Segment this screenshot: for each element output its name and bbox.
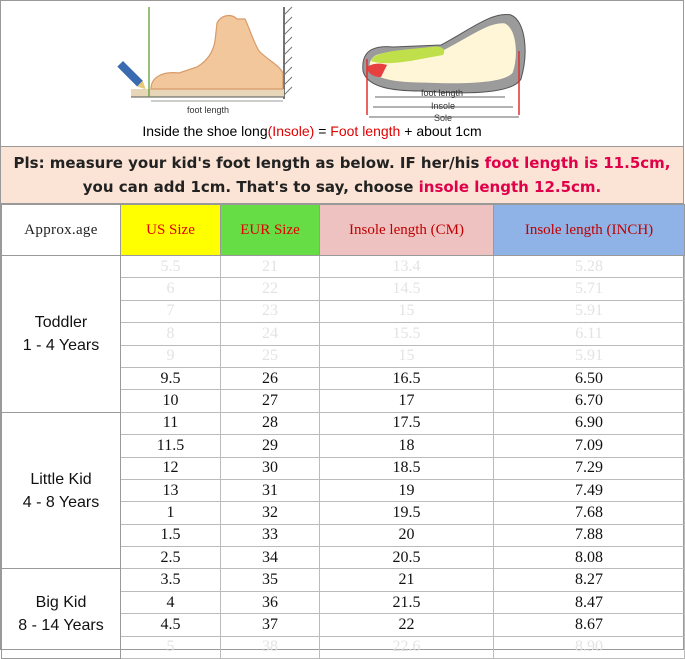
eur-size-cell: 22 (221, 278, 320, 300)
caption-rest: + about 1cm (400, 123, 482, 139)
insole-inch-cell: 5.91 (494, 345, 685, 367)
caption-insole: (Insole) (267, 123, 315, 139)
age-group-range: 1 - 4 Years (22, 336, 100, 354)
us-size-cell: 8 (121, 323, 221, 345)
header-insole-inch: Insole length (INCH) (494, 205, 685, 256)
notice-line-1 (1, 151, 683, 175)
eur-size-cell: 29 (221, 435, 320, 457)
insole-cm-cell: 20.5 (320, 547, 494, 569)
notice-line-1-highlight: foot length is 11.5cm, (484, 154, 671, 172)
eur-size-cell: 24 (221, 323, 320, 345)
foot-length-label-left: foot length (187, 105, 230, 115)
caption-equals: = (314, 123, 331, 139)
age-group-cell (2, 256, 121, 413)
age-group-cell (2, 412, 121, 569)
insole-cm-cell: 18 (320, 435, 494, 457)
insole-cm-cell: 14.5 (320, 278, 494, 300)
us-size-cell: 5.5 (121, 256, 221, 278)
foot-diagram-svg (1, 1, 683, 123)
insole-inch-cell: 7.88 (494, 524, 685, 546)
eur-size-cell: 38 (221, 636, 320, 658)
insole-inch-cell: 5.91 (494, 300, 685, 322)
notice-line-2 (1, 175, 683, 199)
notice-line-2-text: you can add 1cm. That's to say, choose (82, 178, 419, 196)
insole-cm-cell: 15 (320, 300, 494, 322)
us-size-cell: 1.5 (121, 524, 221, 546)
age-group-name: Little Kid (30, 470, 92, 488)
insole-inch-cell: 7.49 (494, 479, 685, 501)
measurement-notice (1, 146, 683, 204)
us-size-cell: 1 (121, 502, 221, 524)
insole-cm-cell: 22 (320, 614, 494, 636)
insole-cm-cell: 19.5 (320, 502, 494, 524)
table-row (2, 256, 685, 278)
us-size-cell: 5 (121, 636, 221, 658)
us-size-cell: 7 (121, 300, 221, 322)
header-us-size: US Size (121, 205, 221, 256)
us-size-cell: 12 (121, 457, 221, 479)
header-age: Approx.age (2, 205, 121, 256)
insole-inch-cell: 6.50 (494, 367, 685, 389)
us-size-cell: 11.5 (121, 435, 221, 457)
age-group-range: 4 - 8 Years (22, 493, 100, 511)
insole-cm-cell: 21 (320, 569, 494, 591)
insole-inch-cell: 6.90 (494, 412, 685, 434)
age-group-cell (2, 569, 121, 659)
us-size-cell: 6 (121, 278, 221, 300)
us-size-cell: 2.5 (121, 547, 221, 569)
eur-size-cell: 27 (221, 390, 320, 412)
insole-cm-cell: 17 (320, 390, 494, 412)
us-size-cell: 3.5 (121, 569, 221, 591)
table-header-row (2, 205, 685, 256)
eur-size-cell: 33 (221, 524, 320, 546)
us-size-cell: 9.5 (121, 367, 221, 389)
insole-inch-cell: 6.11 (494, 323, 685, 345)
eur-size-cell: 37 (221, 614, 320, 636)
table-row (2, 412, 685, 434)
insole-inch-cell: 5.71 (494, 278, 685, 300)
eur-size-cell: 28 (221, 412, 320, 434)
caption-text: Inside the shoe long (142, 123, 268, 139)
size-table (1, 204, 685, 659)
foot-length-label-right: foot length (421, 88, 464, 98)
eur-size-cell: 36 (221, 591, 320, 613)
header-eur-size: EUR Size (221, 205, 320, 256)
eur-size-cell: 35 (221, 569, 320, 591)
us-size-cell: 4 (121, 591, 221, 613)
insole-cm-cell: 17.5 (320, 412, 494, 434)
eur-size-cell: 26 (221, 367, 320, 389)
notice-line-2-highlight: insole length 12.5cm. (418, 178, 602, 196)
insole-inch-cell: 8.90 (494, 636, 685, 658)
insole-inch-cell: 7.68 (494, 502, 685, 524)
us-size-cell: 9 (121, 345, 221, 367)
us-size-cell: 10 (121, 390, 221, 412)
insole-inch-cell: 8.67 (494, 614, 685, 636)
us-size-cell: 11 (121, 412, 221, 434)
notice-line-1-text: Pls: measure your kid's foot length as below. IF her/his (13, 154, 485, 172)
insole-inch-cell: 7.09 (494, 435, 685, 457)
header-insole-cm: Insole length (CM) (320, 205, 494, 256)
insole-cm-cell: 18.5 (320, 457, 494, 479)
foot-in-shoe-figure (363, 14, 525, 123)
age-group-range: 8 - 14 Years (18, 616, 104, 634)
insole-cm-cell: 13.4 (320, 256, 494, 278)
insole-cm-cell: 16.5 (320, 367, 494, 389)
insole-inch-cell: 8.08 (494, 547, 685, 569)
insole-cm-cell: 15 (320, 345, 494, 367)
age-group-name: Toddler (34, 313, 88, 331)
illustration-caption (1, 123, 623, 139)
insole-cm-cell: 22.6 (320, 636, 494, 658)
eur-size-cell: 25 (221, 345, 320, 367)
us-size-cell: 4.5 (121, 614, 221, 636)
insole-inch-cell: 8.27 (494, 569, 685, 591)
insole-cm-cell: 19 (320, 479, 494, 501)
insole-inch-cell: 6.70 (494, 390, 685, 412)
insole-cm-cell: 15.5 (320, 323, 494, 345)
measurement-illustration (1, 1, 683, 146)
insole-inch-cell: 8.47 (494, 591, 685, 613)
eur-size-cell: 31 (221, 479, 320, 501)
table-row (2, 569, 685, 591)
eur-size-cell: 23 (221, 300, 320, 322)
age-group-name: Big Kid (35, 593, 87, 611)
caption-foot-length: Foot length (330, 123, 401, 139)
eur-size-cell: 21 (221, 256, 320, 278)
insole-inch-cell: 7.29 (494, 457, 685, 479)
eur-size-cell: 34 (221, 547, 320, 569)
table-body (2, 256, 685, 659)
sole-label: Sole (434, 113, 453, 123)
foot-against-wall-figure (117, 7, 292, 115)
insole-cm-cell: 20 (320, 524, 494, 546)
insole-label: Insole (431, 101, 456, 111)
eur-size-cell: 32 (221, 502, 320, 524)
insole-inch-cell: 5.28 (494, 256, 685, 278)
insole-cm-cell: 21.5 (320, 591, 494, 613)
us-size-cell: 13 (121, 479, 221, 501)
eur-size-cell: 30 (221, 457, 320, 479)
